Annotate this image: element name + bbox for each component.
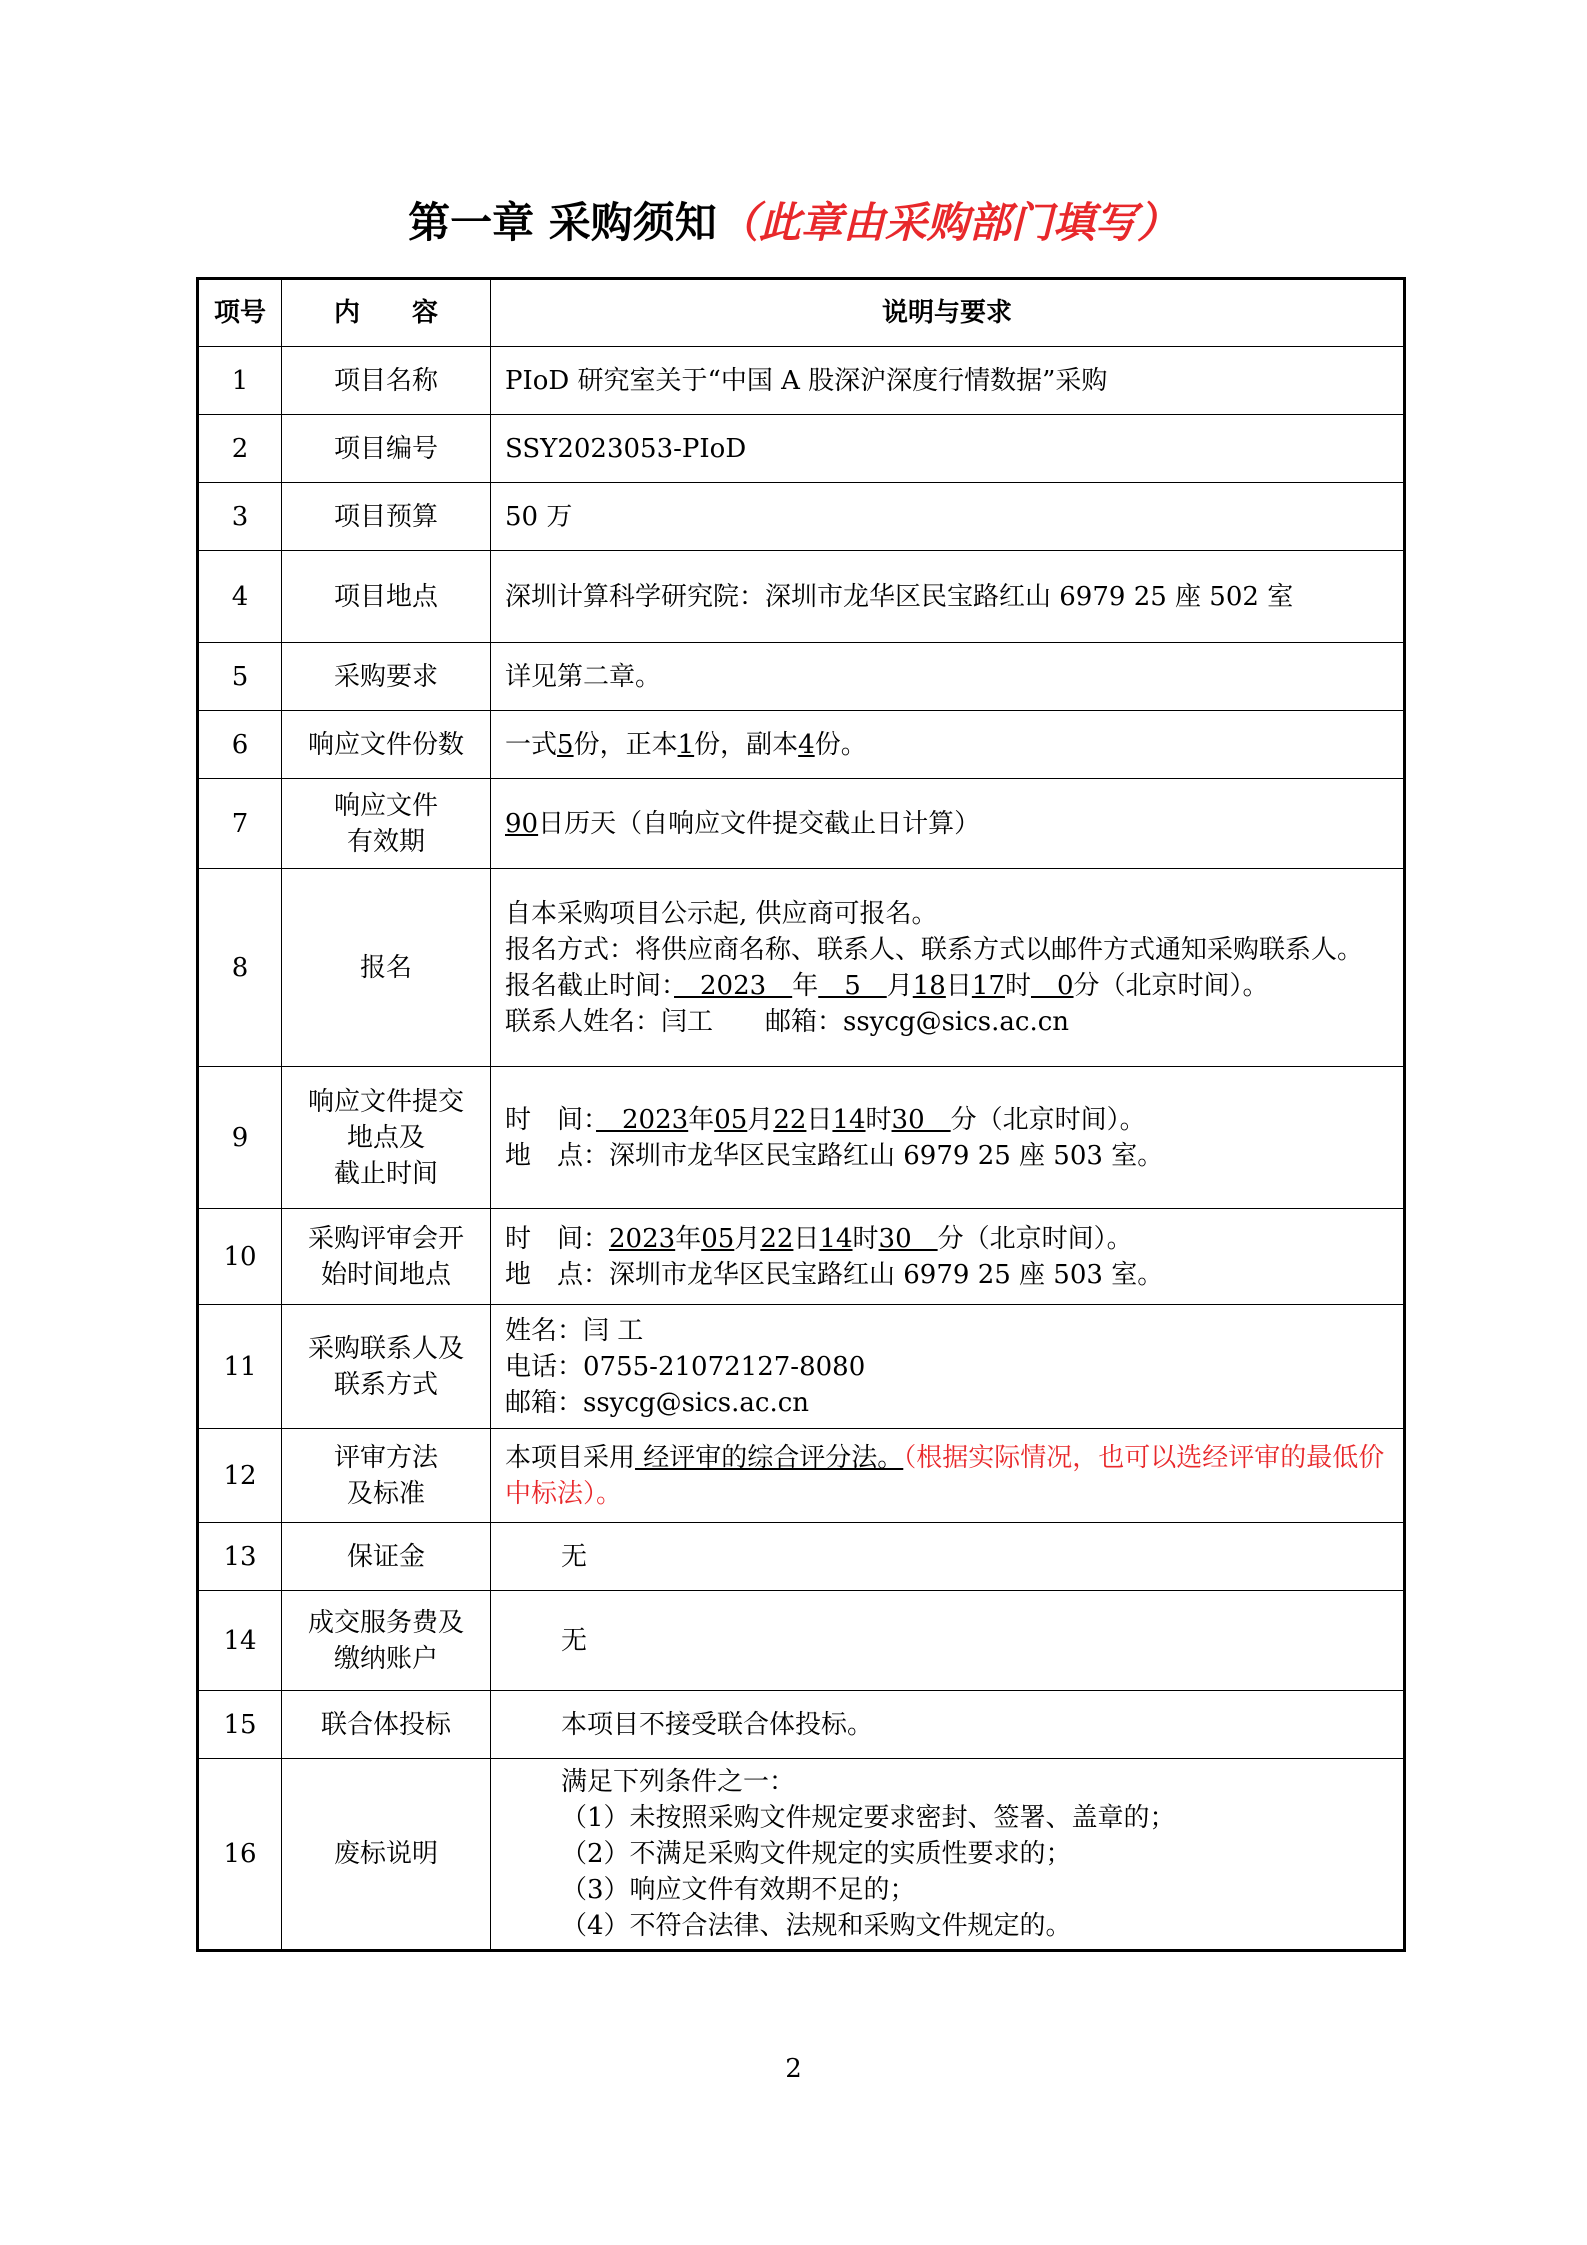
row-no: 4 bbox=[198, 551, 282, 643]
row-no: 12 bbox=[198, 1429, 282, 1523]
review-time bbox=[505, 1221, 1389, 1257]
table-row bbox=[198, 551, 1405, 643]
contact-email: 邮箱：ssycg@sics.ac.cn bbox=[505, 1387, 810, 1418]
table-header-row bbox=[198, 279, 1405, 347]
row-item-line: 采购联系人及 bbox=[307, 1333, 464, 1364]
table-row bbox=[198, 869, 1405, 1067]
time-unit: 年 bbox=[675, 1223, 702, 1254]
deadline-minute: 0 bbox=[1030, 970, 1074, 1001]
time-hour: 14 bbox=[832, 1104, 866, 1135]
copies-total: 5 bbox=[557, 729, 574, 760]
table-row bbox=[198, 1523, 1405, 1591]
row-no: 2 bbox=[198, 415, 282, 483]
row-item bbox=[282, 1067, 491, 1209]
deadline-hour: 17 bbox=[971, 970, 1005, 1001]
deadline-unit: 分（北京时间）。 bbox=[1073, 970, 1269, 1001]
deadline-year: 2023 bbox=[674, 970, 793, 1001]
table-row bbox=[198, 415, 1405, 483]
row-item-line: 截止时间 bbox=[333, 1158, 438, 1189]
time-unit: 年 bbox=[688, 1104, 715, 1135]
table-row bbox=[198, 1591, 1405, 1691]
time-unit: 分（北京时间）。 bbox=[950, 1104, 1146, 1135]
row-item bbox=[282, 779, 491, 869]
row-desc bbox=[491, 1067, 1405, 1209]
row-desc bbox=[491, 869, 1405, 1067]
copies-text: 份，正本 bbox=[573, 729, 678, 760]
contact-phone: 电话：0755-21072127-8080 bbox=[505, 1351, 866, 1382]
row-desc bbox=[491, 1209, 1405, 1305]
deadline-unit: 时 bbox=[1004, 970, 1031, 1001]
row-desc: 无 bbox=[491, 1523, 1405, 1591]
row-item-line: 及标准 bbox=[346, 1478, 425, 1509]
table-row bbox=[198, 1759, 1405, 1951]
row-no: 15 bbox=[198, 1691, 282, 1759]
row-item-line: 成交服务费及 bbox=[307, 1607, 464, 1638]
row-item-line: 响应文件提交 bbox=[307, 1086, 464, 1117]
row-no: 1 bbox=[198, 347, 282, 415]
row-no: 11 bbox=[198, 1305, 282, 1429]
row-item bbox=[282, 1591, 491, 1691]
header-desc: 说明与要求 bbox=[491, 279, 1405, 347]
time-label: 时 间： bbox=[505, 1104, 597, 1135]
row-desc bbox=[491, 779, 1405, 869]
validity-days: 90 bbox=[505, 808, 539, 839]
row-desc: PIoD 研究室关于“中国 A 股深沪深度行情数据”采购 bbox=[491, 347, 1405, 415]
row-desc: 详见第二章。 bbox=[491, 643, 1405, 711]
deadline-unit: 月 bbox=[886, 970, 913, 1001]
row-item: 响应文件份数 bbox=[282, 711, 491, 779]
row-desc: 深圳计算科学研究院：深圳市龙华区民宝路红山 6979 25 座 502 室 bbox=[491, 551, 1405, 643]
table-row bbox=[198, 1067, 1405, 1209]
list-item: （4）不符合法律、法规和采购文件规定的。 bbox=[561, 1911, 1072, 1941]
row-item: 项目编号 bbox=[282, 415, 491, 483]
registration-line: 自本采购项目公示起, 供应商可报名。 bbox=[505, 898, 938, 929]
row-no: 6 bbox=[198, 711, 282, 779]
row-item-line: 有效期 bbox=[346, 826, 425, 857]
deadline-label: 报名截止时间： bbox=[505, 970, 675, 1001]
row-no: 13 bbox=[198, 1523, 282, 1591]
row-item-line: 采购评审会开 bbox=[307, 1223, 464, 1254]
table-row bbox=[198, 1305, 1405, 1429]
row-desc: 本项目不接受联合体投标。 bbox=[491, 1691, 1405, 1759]
header-no: 项号 bbox=[198, 279, 282, 347]
row-item-line: 响应文件 bbox=[333, 790, 438, 821]
list-item: （1）未按照采购文件规定要求密封、签署、盖章的； bbox=[561, 1803, 1176, 1833]
list-item: 满足下列条件之一： bbox=[561, 1767, 796, 1797]
validity-text: 日历天（自响应文件提交截止日计算） bbox=[538, 808, 981, 839]
time-unit: 分（北京时间）。 bbox=[937, 1223, 1133, 1254]
row-item bbox=[282, 1305, 491, 1429]
time-day: 22 bbox=[760, 1223, 794, 1254]
time-year: 2023 bbox=[609, 1223, 676, 1254]
row-desc bbox=[491, 1305, 1405, 1429]
page-title bbox=[0, 190, 1587, 250]
row-item-line: 联系方式 bbox=[333, 1369, 438, 1400]
table-row bbox=[198, 779, 1405, 869]
table-row bbox=[198, 1429, 1405, 1523]
row-desc: SSY2023053-PIoD bbox=[491, 415, 1405, 483]
row-desc bbox=[491, 711, 1405, 779]
time-minute: 30 bbox=[878, 1223, 938, 1254]
method-text: 本项目采用 bbox=[505, 1442, 636, 1473]
table-row bbox=[198, 483, 1405, 551]
time-day: 22 bbox=[773, 1104, 807, 1135]
submit-location: 地 点：深圳市龙华区民宝路红山 6979 25 座 503 室。 bbox=[505, 1140, 1164, 1171]
row-item-line: 始时间地点 bbox=[320, 1259, 451, 1290]
copies-duplicate: 4 bbox=[798, 729, 815, 760]
requirements-table bbox=[196, 277, 1406, 1952]
time-unit: 月 bbox=[734, 1223, 761, 1254]
time-minute: 30 bbox=[891, 1104, 951, 1135]
time-hour: 14 bbox=[819, 1223, 853, 1254]
header-content: 内 容 bbox=[282, 279, 491, 347]
row-no: 10 bbox=[198, 1209, 282, 1305]
time-label: 时 间： bbox=[505, 1223, 610, 1254]
table-row bbox=[198, 347, 1405, 415]
method-note: （根据实际情况，也可以选经评审的最低价中标法）。 bbox=[505, 1442, 1385, 1509]
time-unit: 时 bbox=[865, 1104, 892, 1135]
row-desc bbox=[491, 1429, 1405, 1523]
row-item: 保证金 bbox=[282, 1523, 491, 1591]
row-no: 9 bbox=[198, 1067, 282, 1209]
row-item: 项目名称 bbox=[282, 347, 491, 415]
row-no: 5 bbox=[198, 643, 282, 711]
method-name: 经评审的综合评分法。 bbox=[635, 1442, 904, 1473]
copies-text: 一式 bbox=[505, 729, 558, 760]
time-year: 2023 bbox=[596, 1104, 689, 1135]
row-desc bbox=[491, 1759, 1405, 1951]
row-item: 采购要求 bbox=[282, 643, 491, 711]
deadline-unit: 日 bbox=[945, 970, 972, 1001]
row-desc: 无 bbox=[491, 1591, 1405, 1691]
row-no: 14 bbox=[198, 1591, 282, 1691]
row-item: 联合体投标 bbox=[282, 1691, 491, 1759]
row-no: 7 bbox=[198, 779, 282, 869]
row-no: 8 bbox=[198, 869, 282, 1067]
time-month: 05 bbox=[701, 1223, 735, 1254]
title-main: 第一章 采购须知 bbox=[408, 198, 717, 247]
row-item-line: 评审方法 bbox=[333, 1442, 438, 1473]
time-unit: 时 bbox=[852, 1223, 879, 1254]
table-row bbox=[198, 1691, 1405, 1759]
row-item-line: 地点及 bbox=[346, 1122, 425, 1153]
copies-text: 份，副本 bbox=[694, 729, 799, 760]
table-row bbox=[198, 643, 1405, 711]
row-no: 3 bbox=[198, 483, 282, 551]
time-unit: 月 bbox=[747, 1104, 774, 1135]
row-item-line: 缴纳账户 bbox=[333, 1643, 438, 1674]
list-item: （2）不满足采购文件规定的实质性要求的； bbox=[561, 1839, 1072, 1869]
registration-deadline bbox=[505, 968, 1389, 1004]
time-unit: 日 bbox=[793, 1223, 820, 1254]
row-item: 项目预算 bbox=[282, 483, 491, 551]
table-row bbox=[198, 1209, 1405, 1305]
table-row bbox=[198, 711, 1405, 779]
copies-text: 份。 bbox=[814, 729, 867, 760]
row-item bbox=[282, 1429, 491, 1523]
deadline-unit: 年 bbox=[792, 970, 819, 1001]
list-item: （3）响应文件有效期不足的； bbox=[561, 1875, 916, 1905]
row-item: 项目地点 bbox=[282, 551, 491, 643]
row-desc: 50 万 bbox=[491, 483, 1405, 551]
contact-name: 姓名：闫 工 bbox=[505, 1315, 644, 1346]
deadline-day: 18 bbox=[912, 970, 946, 1001]
copies-original: 1 bbox=[677, 729, 695, 760]
row-item: 废标说明 bbox=[282, 1759, 491, 1951]
time-unit: 日 bbox=[806, 1104, 833, 1135]
row-item bbox=[282, 1209, 491, 1305]
review-location: 地 点：深圳市龙华区民宝路红山 6979 25 座 503 室。 bbox=[505, 1259, 1164, 1290]
registration-contact: 联系人姓名：闫工 邮箱：ssycg@sics.ac.cn bbox=[505, 1006, 1070, 1037]
row-no: 16 bbox=[198, 1759, 282, 1951]
title-note: （此章由采购部门填写） bbox=[716, 198, 1179, 247]
registration-method: 报名方式：将供应商名称、联系人、联系方式以邮件方式通知采购联系人。 bbox=[505, 934, 1364, 965]
time-month: 05 bbox=[714, 1104, 748, 1135]
row-item: 报名 bbox=[282, 869, 491, 1067]
page-number: 2 bbox=[785, 2054, 802, 2084]
deadline-month: 5 bbox=[818, 970, 887, 1001]
submit-time bbox=[505, 1102, 1389, 1138]
